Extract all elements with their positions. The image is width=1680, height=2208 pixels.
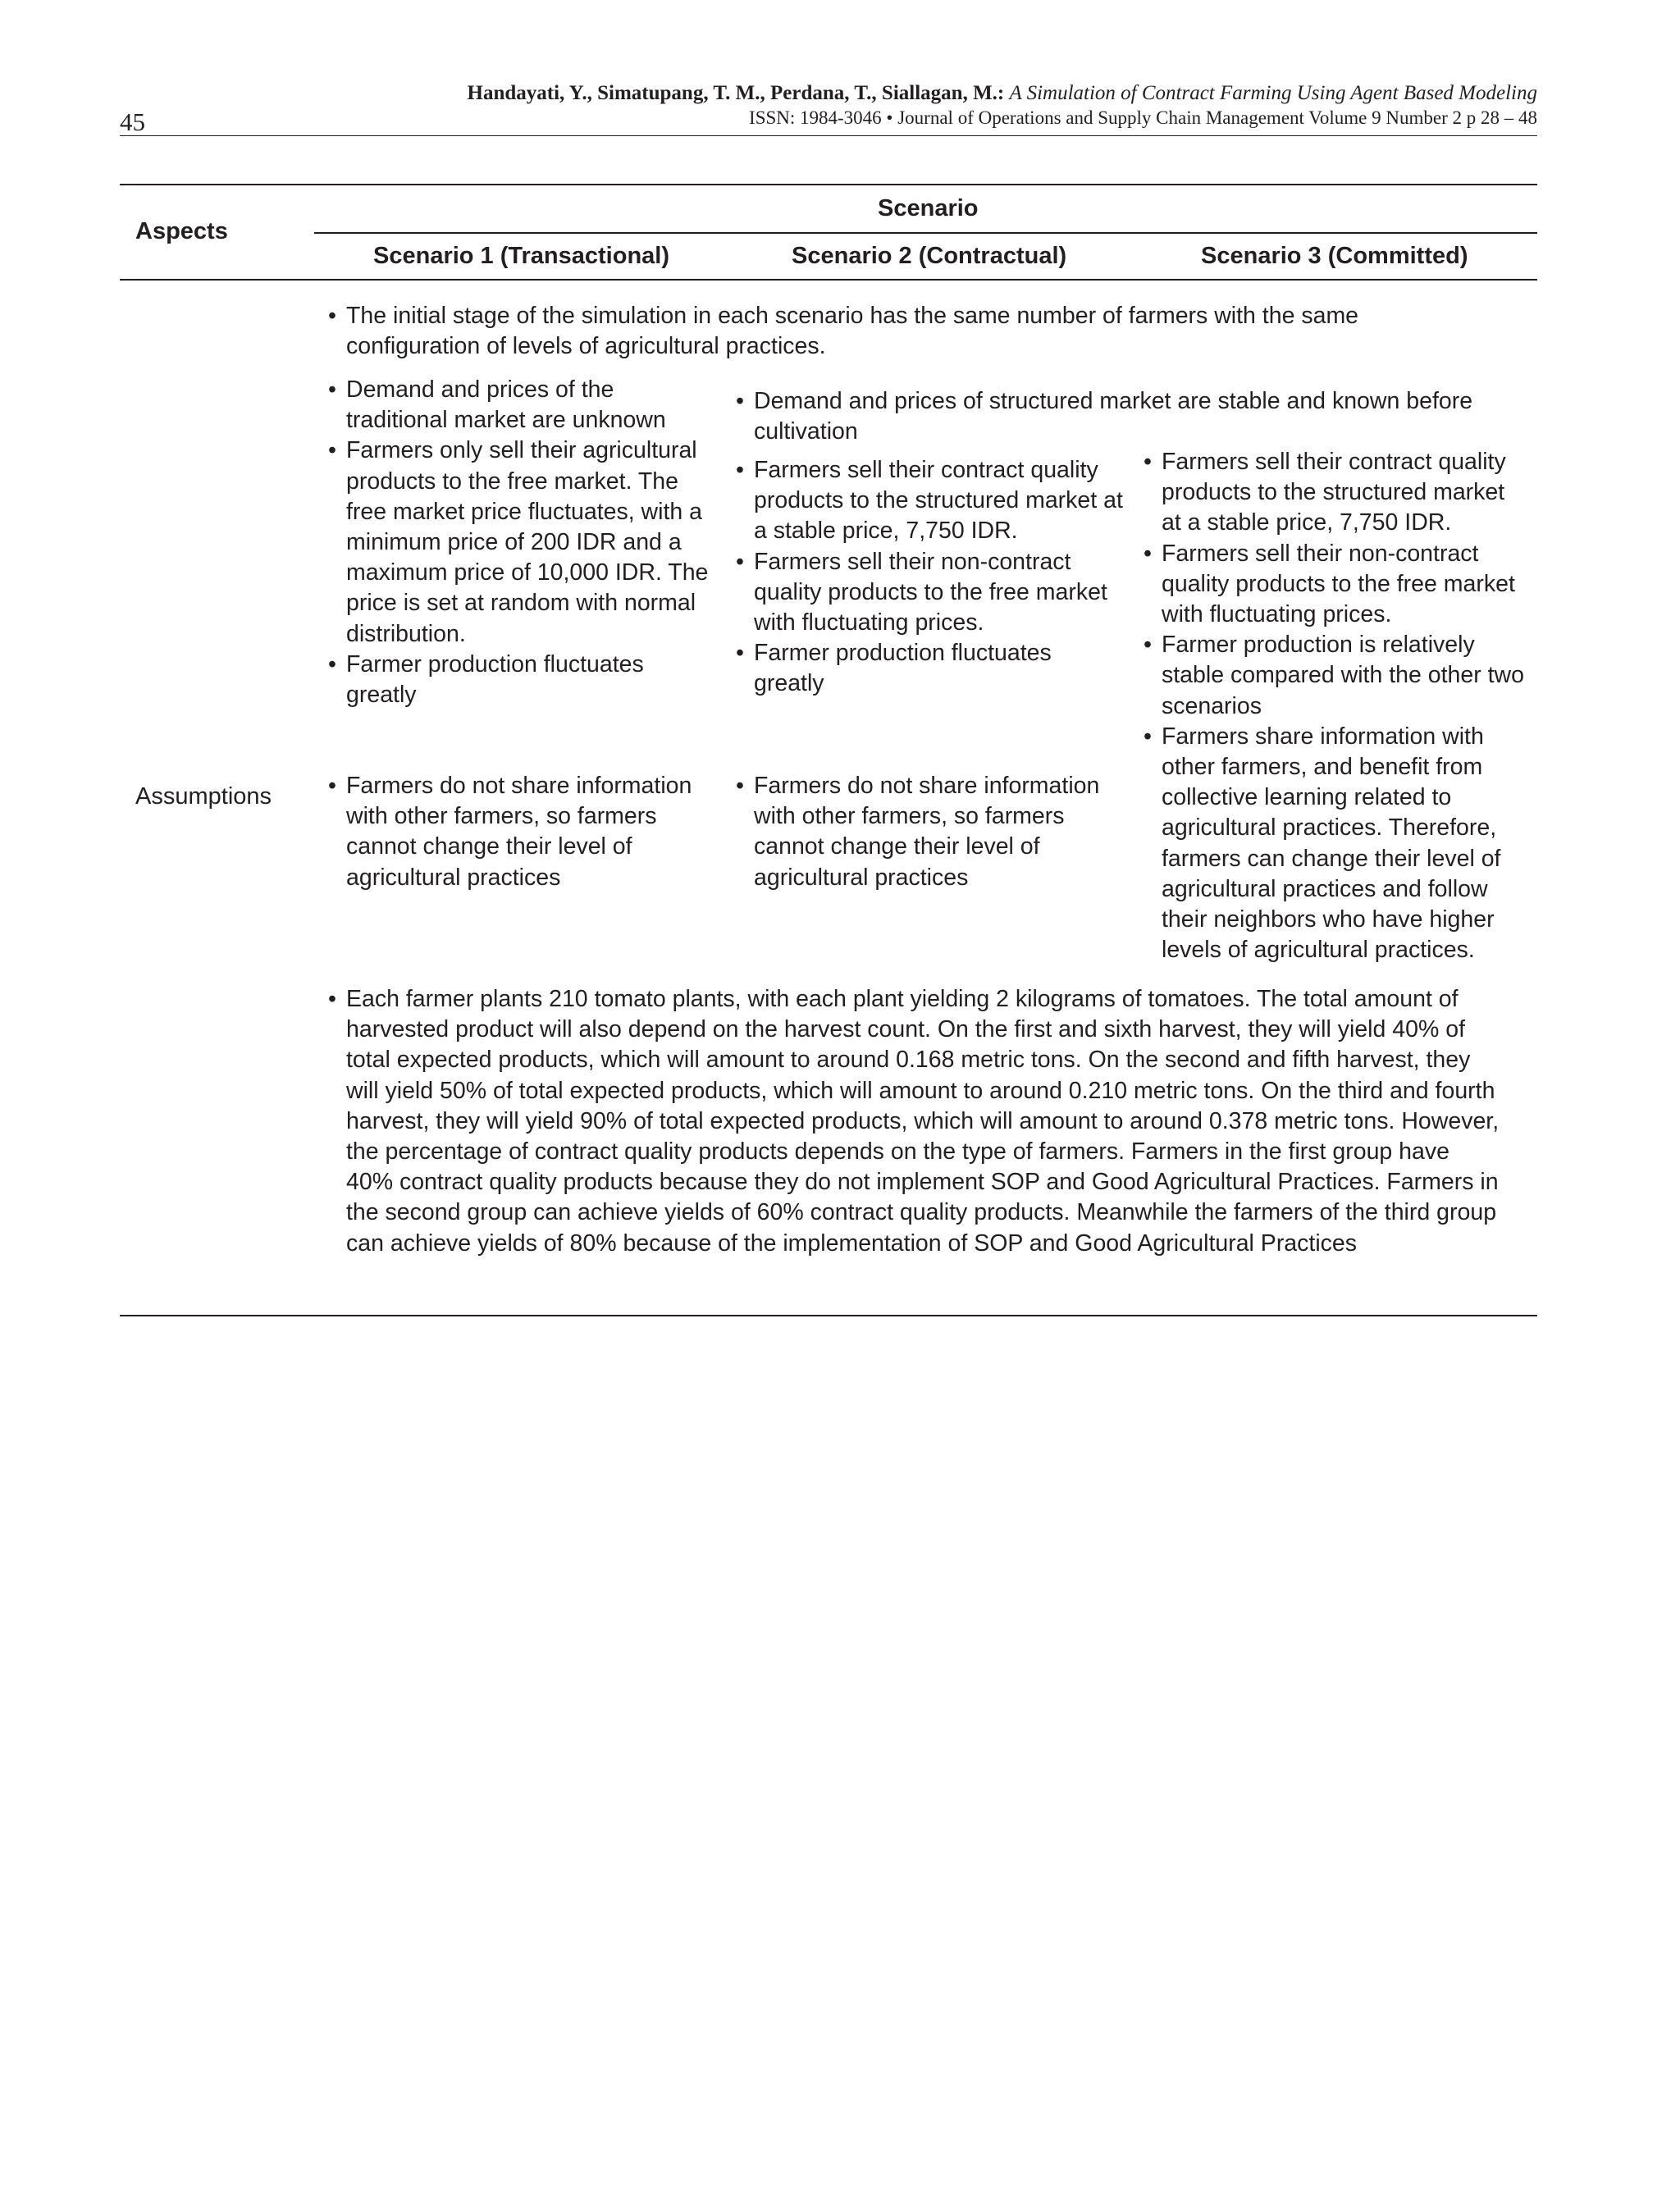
list-item: • Farmers sell their non-contract quality products to the free market with fluctuating prices.	[736, 547, 1125, 639]
table-bottom-rule	[120, 1315, 1537, 1316]
header-authors: Handayati, Y., Simatupang, T. M., Perdana, T., Siallagan, M.:	[467, 82, 1005, 104]
list-item: • Farmer production fluctuates greatly	[736, 638, 1125, 699]
page-number: 45	[120, 107, 145, 136]
header-article-title: A Simulation of Contract Farming Using Agent Based Modeling	[1009, 82, 1537, 104]
list-item: • Demand and prices of structured market are stable and known before cultivation	[736, 386, 1523, 447]
list-item: • Farmers sell their contract quality products to the structured market at a stable price, 7,750 IDR.	[1144, 447, 1529, 539]
scenario-2-assumptions	[736, 455, 1125, 700]
scenario-3-header: Scenario 3 (Committed)	[1201, 243, 1468, 269]
aspects-header: Aspects	[135, 218, 228, 244]
running-header-citation	[468, 82, 1538, 105]
scenario-2-sharing	[736, 771, 1125, 893]
assumptions-label: Assumptions	[135, 783, 272, 810]
list-item: • Farmers share information with other farmers, and benefit from collective learning related to agricultural practices. Therefore, farmers can change their level of agricultural practices and follow their neighbors who have higher levels of agricultural practices.	[1144, 722, 1529, 966]
header-rule	[120, 135, 1537, 136]
list-item: • Farmers sell their non-contract quality products to the free market with fluctuating prices.	[1144, 539, 1529, 631]
list-item: • Demand and prices of the traditional market are unknown	[328, 375, 715, 436]
scenario-header: Scenario	[878, 195, 979, 221]
list-item: • Farmers only sell their agricultural products to the free market. The free market price fluctuates, with a minimum price of 200 IDR and a maximum price of 10,000 IDR. The price is set at random with normal distribution.	[328, 436, 715, 649]
list-item: • Farmer production fluctuates greatly	[328, 650, 715, 710]
scenario-2-3-shared-assumption	[736, 386, 1523, 447]
scenario-1-sharing	[328, 771, 715, 893]
list-item: • The initial stage of the simulation in each scenario has the same number of farmers with the same configuration of levels of agricultural practices.	[328, 301, 1460, 362]
list-item: • Farmers sell their contract quality products to the structured market at a stable price, 7,750 IDR.	[736, 455, 1125, 547]
scenario-1-assumptions	[328, 375, 715, 710]
scenario-rule	[314, 232, 1537, 234]
scenario-2-header: Scenario 2 (Contractual)	[792, 243, 1067, 269]
header-bottom-rule	[120, 279, 1537, 281]
scenario-3-assumptions	[1144, 447, 1529, 965]
running-header-journal: ISSN: 1984-3046 • Journal of Operations and Supply Chain Management Volume 9 Number 2 p 28 – 48	[749, 107, 1537, 128]
list-item: • Farmer production is relatively stable compared with the other two scenarios	[1144, 630, 1529, 722]
list-item: • Farmers do not share information with other farmers, so farmers cannot change their level of agricultural practices	[736, 771, 1125, 893]
table-top-rule	[120, 184, 1537, 185]
scenario-1-header: Scenario 1 (Transactional)	[373, 243, 670, 269]
list-item: • Farmers do not share information with other farmers, so farmers cannot change their level of agricultural practices	[328, 771, 715, 893]
common-assumption-top	[328, 301, 1460, 362]
list-item: • Each farmer plants 210 tomato plants, with each plant yielding 2 kilograms of tomatoes. The total amount of harvested product will also depend on the harvest count. On the first and sixth harvest, they will yield 40% of total expected products, which will amount to around 0.168 metric tons. On the second and fifth harvest, they will yield 50% of total expected products, which will amount to around 0.210 metric tons. On the third and fourth harvest, they will yield 90% of total expected products, which will amount to around 0.378 metric tons. However, the percentage of contract quality products depends on the type of farmers. Farmers in the first group have 40% contract quality products because they do not implement SOP and Good Agricultural Practices. Farmers in the second group can achieve yields of 60% contract quality products. Meanwhile the farmers of the third group can achieve yields of 80% because of the implementation of SOP and Good Agricultural Practices	[328, 984, 1501, 1259]
common-assumption-bottom	[328, 984, 1501, 1259]
